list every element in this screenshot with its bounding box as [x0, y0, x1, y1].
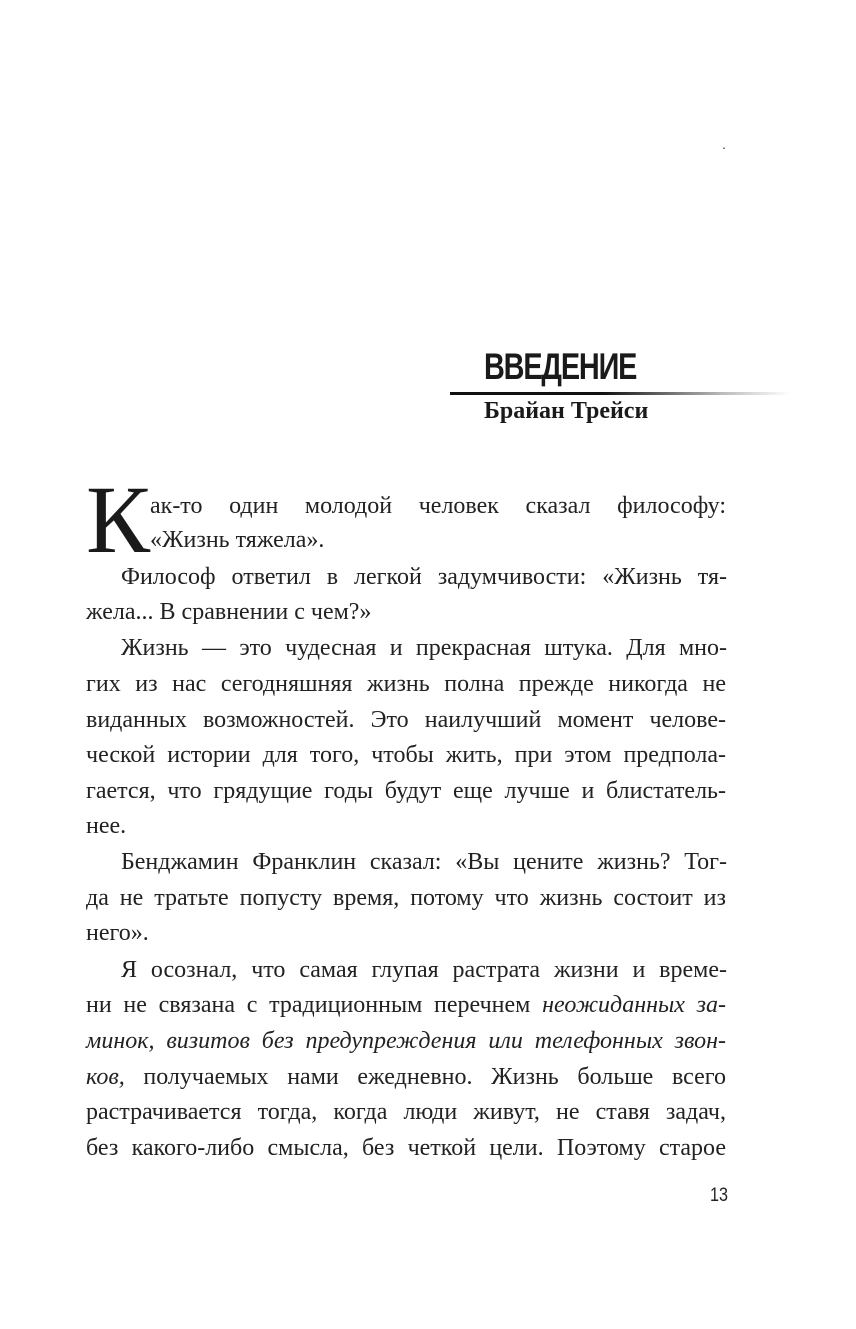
- paragraph-line: без какого-либо смысла, без четкой цели. Поэтому старое: [86, 1135, 726, 1161]
- chapter-author: Брайан Трейси: [484, 398, 649, 424]
- title-underline: [450, 392, 790, 395]
- paragraph-line: ческой истории для того, чтобы жить, при этом предпола-: [86, 742, 726, 768]
- paragraph-line: [86, 1062, 726, 1092]
- paragraph-line: Бенджамин Франклин сказал: «Вы цените жизнь? Тог-: [121, 849, 727, 875]
- paragraph-line: него».: [86, 920, 149, 946]
- paragraph-line: виданных возможностей. Это наилучший момент челове-: [86, 707, 726, 733]
- paragraph-line: ак-то один молодой человек сказал философу:: [150, 493, 726, 519]
- paragraph-line: нее.: [86, 813, 127, 839]
- paragraph-line: да не тратьте попусту время, потому что жизнь состоит из: [86, 885, 726, 911]
- paragraph-line: «Жизнь тяжела».: [150, 527, 325, 553]
- paragraph-line: Я осознал, что самая глупая растрата жизни и време-: [121, 957, 727, 983]
- chapter-title: ВВЕДЕНИЕ: [484, 346, 637, 387]
- italic-run: ков,: [86, 1064, 125, 1090]
- paragraph-line: минок, визитов без предупреждения или телефонных звон-: [86, 1028, 726, 1054]
- text-run: получаемых нами ежедневно. Жизнь больше всего: [124, 1064, 726, 1090]
- drop-cap: К: [86, 466, 151, 573]
- page-mark: .: [722, 136, 726, 152]
- paragraph-line: [86, 990, 726, 1020]
- paragraph-line: Философ ответил в легкой задумчивости: «Жизнь тя-: [121, 564, 727, 590]
- paragraph-line: растрачивается тогда, когда люди живут, не ставя задач,: [86, 1099, 726, 1125]
- paragraph-line: жела... В сравнении с чем?»: [86, 599, 372, 625]
- page-number: 13: [710, 1185, 728, 1206]
- paragraph-line: гается, что грядущие годы будут еще лучше и блистатель-: [86, 778, 726, 804]
- italic-run: неожиданных за-: [542, 992, 726, 1018]
- paragraph-line: гих из нас сегодняшняя жизнь полна прежде никогда не: [86, 671, 726, 697]
- text-run: ни не связана с традиционным перечнем: [86, 992, 543, 1018]
- paragraph-line: Жизнь — это чудесная и прекрасная штука. Для мно-: [121, 635, 727, 661]
